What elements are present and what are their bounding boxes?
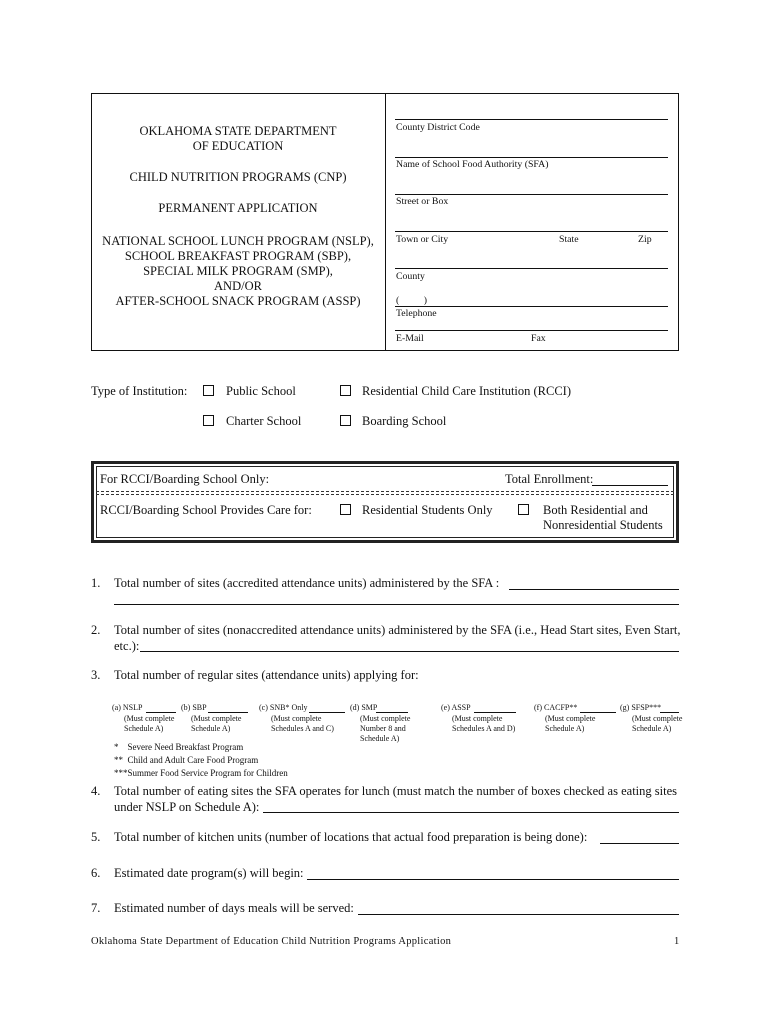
q5-number: 5. <box>91 830 101 844</box>
department-title-1: OKLAHOMA STATE DEPARTMENT <box>139 124 337 138</box>
total-enrollment-line[interactable] <box>592 485 668 486</box>
program-line-1: NATIONAL SCHOOL LUNCH PROGRAM (NSLP), <box>102 234 374 248</box>
sfa-name-label: Name of School Food Authority (SFA) <box>396 159 549 170</box>
county-line[interactable] <box>395 268 668 269</box>
county-district-code-label: County District Code <box>396 122 480 133</box>
note-sfsp: ***Summer Food Service Program for Children <box>114 768 288 778</box>
rcci-divider-2 <box>96 494 674 495</box>
site-smp-line[interactable] <box>376 712 408 713</box>
header-divider <box>385 93 386 351</box>
program-line-2: SCHOOL BREAKFAST PROGRAM (SBP), <box>124 249 352 263</box>
page-number: 1 <box>674 936 680 947</box>
town-line[interactable] <box>395 231 668 232</box>
q4-text-2: under NSLP on Schedule A): <box>114 800 260 814</box>
public-school-label: Public School <box>226 384 296 398</box>
site-smp-label: (d) SMP <box>350 703 378 712</box>
telephone-line[interactable] <box>395 306 668 307</box>
site-cacfp-note-2: Schedule A) <box>545 724 585 733</box>
program-title: CHILD NUTRITION PROGRAMS (CNP) <box>129 170 347 184</box>
q1-answer-line-2[interactable] <box>114 604 679 605</box>
q5-text: Total number of kitchen units (number of locations that actual food preparation is being done): <box>114 830 588 844</box>
telephone-label: Telephone <box>396 308 437 319</box>
care-for-label: RCCI/Boarding School Provides Care for: <box>100 503 312 517</box>
site-sbp-note-1: (Must complete <box>191 714 242 723</box>
q6-number: 6. <box>91 866 101 880</box>
q7-text: Estimated number of days meals will be served: <box>114 901 354 915</box>
rcci-checkbox[interactable] <box>340 385 351 396</box>
q7-answer-line[interactable] <box>358 914 679 915</box>
site-snb-note-2: Schedules A and C) <box>271 724 334 733</box>
q3-number: 3. <box>91 668 101 682</box>
rcci-label: Residential Child Care Institution (RCCI) <box>362 384 572 398</box>
county-district-code-line[interactable] <box>395 119 668 120</box>
boarding-school-checkbox[interactable] <box>340 415 351 426</box>
residential-only-label: Residential Students Only <box>362 503 493 517</box>
site-nslp-note-1: (Must complete <box>124 714 175 723</box>
charter-school-label: Charter School <box>226 414 302 428</box>
county-label: County <box>396 271 425 282</box>
site-sfsp-line[interactable] <box>660 712 679 713</box>
email-label: E-Mail <box>396 333 424 344</box>
application-title: PERMANENT APPLICATION <box>158 201 318 215</box>
note-cacfp: ** Child and Adult Care Food Program <box>114 755 259 765</box>
q1-answer-line[interactable] <box>509 589 679 590</box>
site-sfsp-note-1: (Must complete <box>632 714 683 723</box>
street-label: Street or Box <box>396 196 449 207</box>
note-snb: * Severe Need Breakfast Program <box>114 742 244 752</box>
zip-label: Zip <box>638 234 652 245</box>
q2-number: 2. <box>91 623 101 637</box>
site-sbp-line[interactable] <box>208 712 248 713</box>
q4-number: 4. <box>91 784 101 798</box>
site-assp-note-2: Schedules A and D) <box>452 724 516 733</box>
footer-text: Oklahoma State Department of Education Child Nutrition Programs Application <box>91 936 452 947</box>
institution-type-label: Type of Institution: <box>91 384 188 398</box>
q2-answer-line[interactable] <box>140 651 679 652</box>
site-smp-note-1: (Must complete <box>360 714 411 723</box>
q5-answer-line[interactable] <box>600 843 679 844</box>
town-label: Town or City <box>396 234 449 245</box>
q7-number: 7. <box>91 901 101 915</box>
both-residential-label-2: Nonresidential Students <box>543 518 663 532</box>
charter-school-checkbox[interactable] <box>203 415 214 426</box>
site-cacfp-label: (f) CACFP** <box>534 703 578 712</box>
site-snb-note-1: (Must complete <box>271 714 322 723</box>
site-nslp-label: (a) NSLP <box>112 703 143 712</box>
q4-text-1: Total number of eating sites the SFA operates for lunch (must match the number of boxes checked as eating sites <box>114 784 677 798</box>
site-smp-note-3: Schedule A) <box>360 734 400 743</box>
program-line-4: AND/OR <box>214 279 262 293</box>
site-sbp-label: (b) SBP <box>181 703 207 712</box>
state-label: State <box>559 234 579 245</box>
email-line[interactable] <box>395 330 668 331</box>
q6-answer-line[interactable] <box>307 879 679 880</box>
q4-answer-line[interactable] <box>263 812 679 813</box>
street-line[interactable] <box>395 194 668 195</box>
site-cacfp-line[interactable] <box>580 712 616 713</box>
site-nslp-line[interactable] <box>146 712 176 713</box>
both-residential-label-1: Both Residential and <box>543 503 648 517</box>
program-line-5: AFTER-SCHOOL SNACK PROGRAM (ASSP) <box>115 294 361 308</box>
total-enrollment-label: Total Enrollment: <box>505 472 594 486</box>
public-school-checkbox[interactable] <box>203 385 214 396</box>
sfa-name-line[interactable] <box>395 157 668 158</box>
site-assp-line[interactable] <box>474 712 516 713</box>
site-sbp-note-2: Schedule A) <box>191 724 231 733</box>
site-nslp-note-2: Schedule A) <box>124 724 164 733</box>
program-line-3: SPECIAL MILK PROGRAM (SMP), <box>143 264 333 278</box>
site-cacfp-note-1: (Must complete <box>545 714 596 723</box>
site-sfsp-label: (g) SFSP*** <box>620 703 662 712</box>
both-residential-checkbox[interactable] <box>518 504 529 515</box>
site-snb-line[interactable] <box>309 712 345 713</box>
fax-label: Fax <box>531 333 546 344</box>
phone-area-code: ( ) <box>396 295 428 306</box>
site-smp-note-2: Number 8 and <box>360 724 406 733</box>
q6-text: Estimated date program(s) will begin: <box>114 866 304 880</box>
site-assp-label: (e) ASSP <box>441 703 471 712</box>
site-assp-note-1: (Must complete <box>452 714 503 723</box>
site-sfsp-note-2: Schedule A) <box>632 724 672 733</box>
site-snb-label: (c) SNB* Only <box>259 703 308 712</box>
department-title-2: OF EDUCATION <box>192 139 284 153</box>
q1-number: 1. <box>91 576 101 590</box>
q2-text-2: etc.): <box>114 639 140 653</box>
q2-text-1: Total number of sites (nonaccredited attendance units) administered by the SFA (i.e., Head Start sites, Even Start, <box>114 623 681 637</box>
rcci-divider <box>96 491 674 492</box>
q3-text: Total number of regular sites (attendance units) applying for: <box>114 668 419 682</box>
boarding-school-label: Boarding School <box>362 414 447 428</box>
residential-only-checkbox[interactable] <box>340 504 351 515</box>
rcci-only-header: For RCCI/Boarding School Only: <box>100 472 270 486</box>
q1-text: Total number of sites (accredited attendance units) administered by the SFA : <box>114 576 500 590</box>
